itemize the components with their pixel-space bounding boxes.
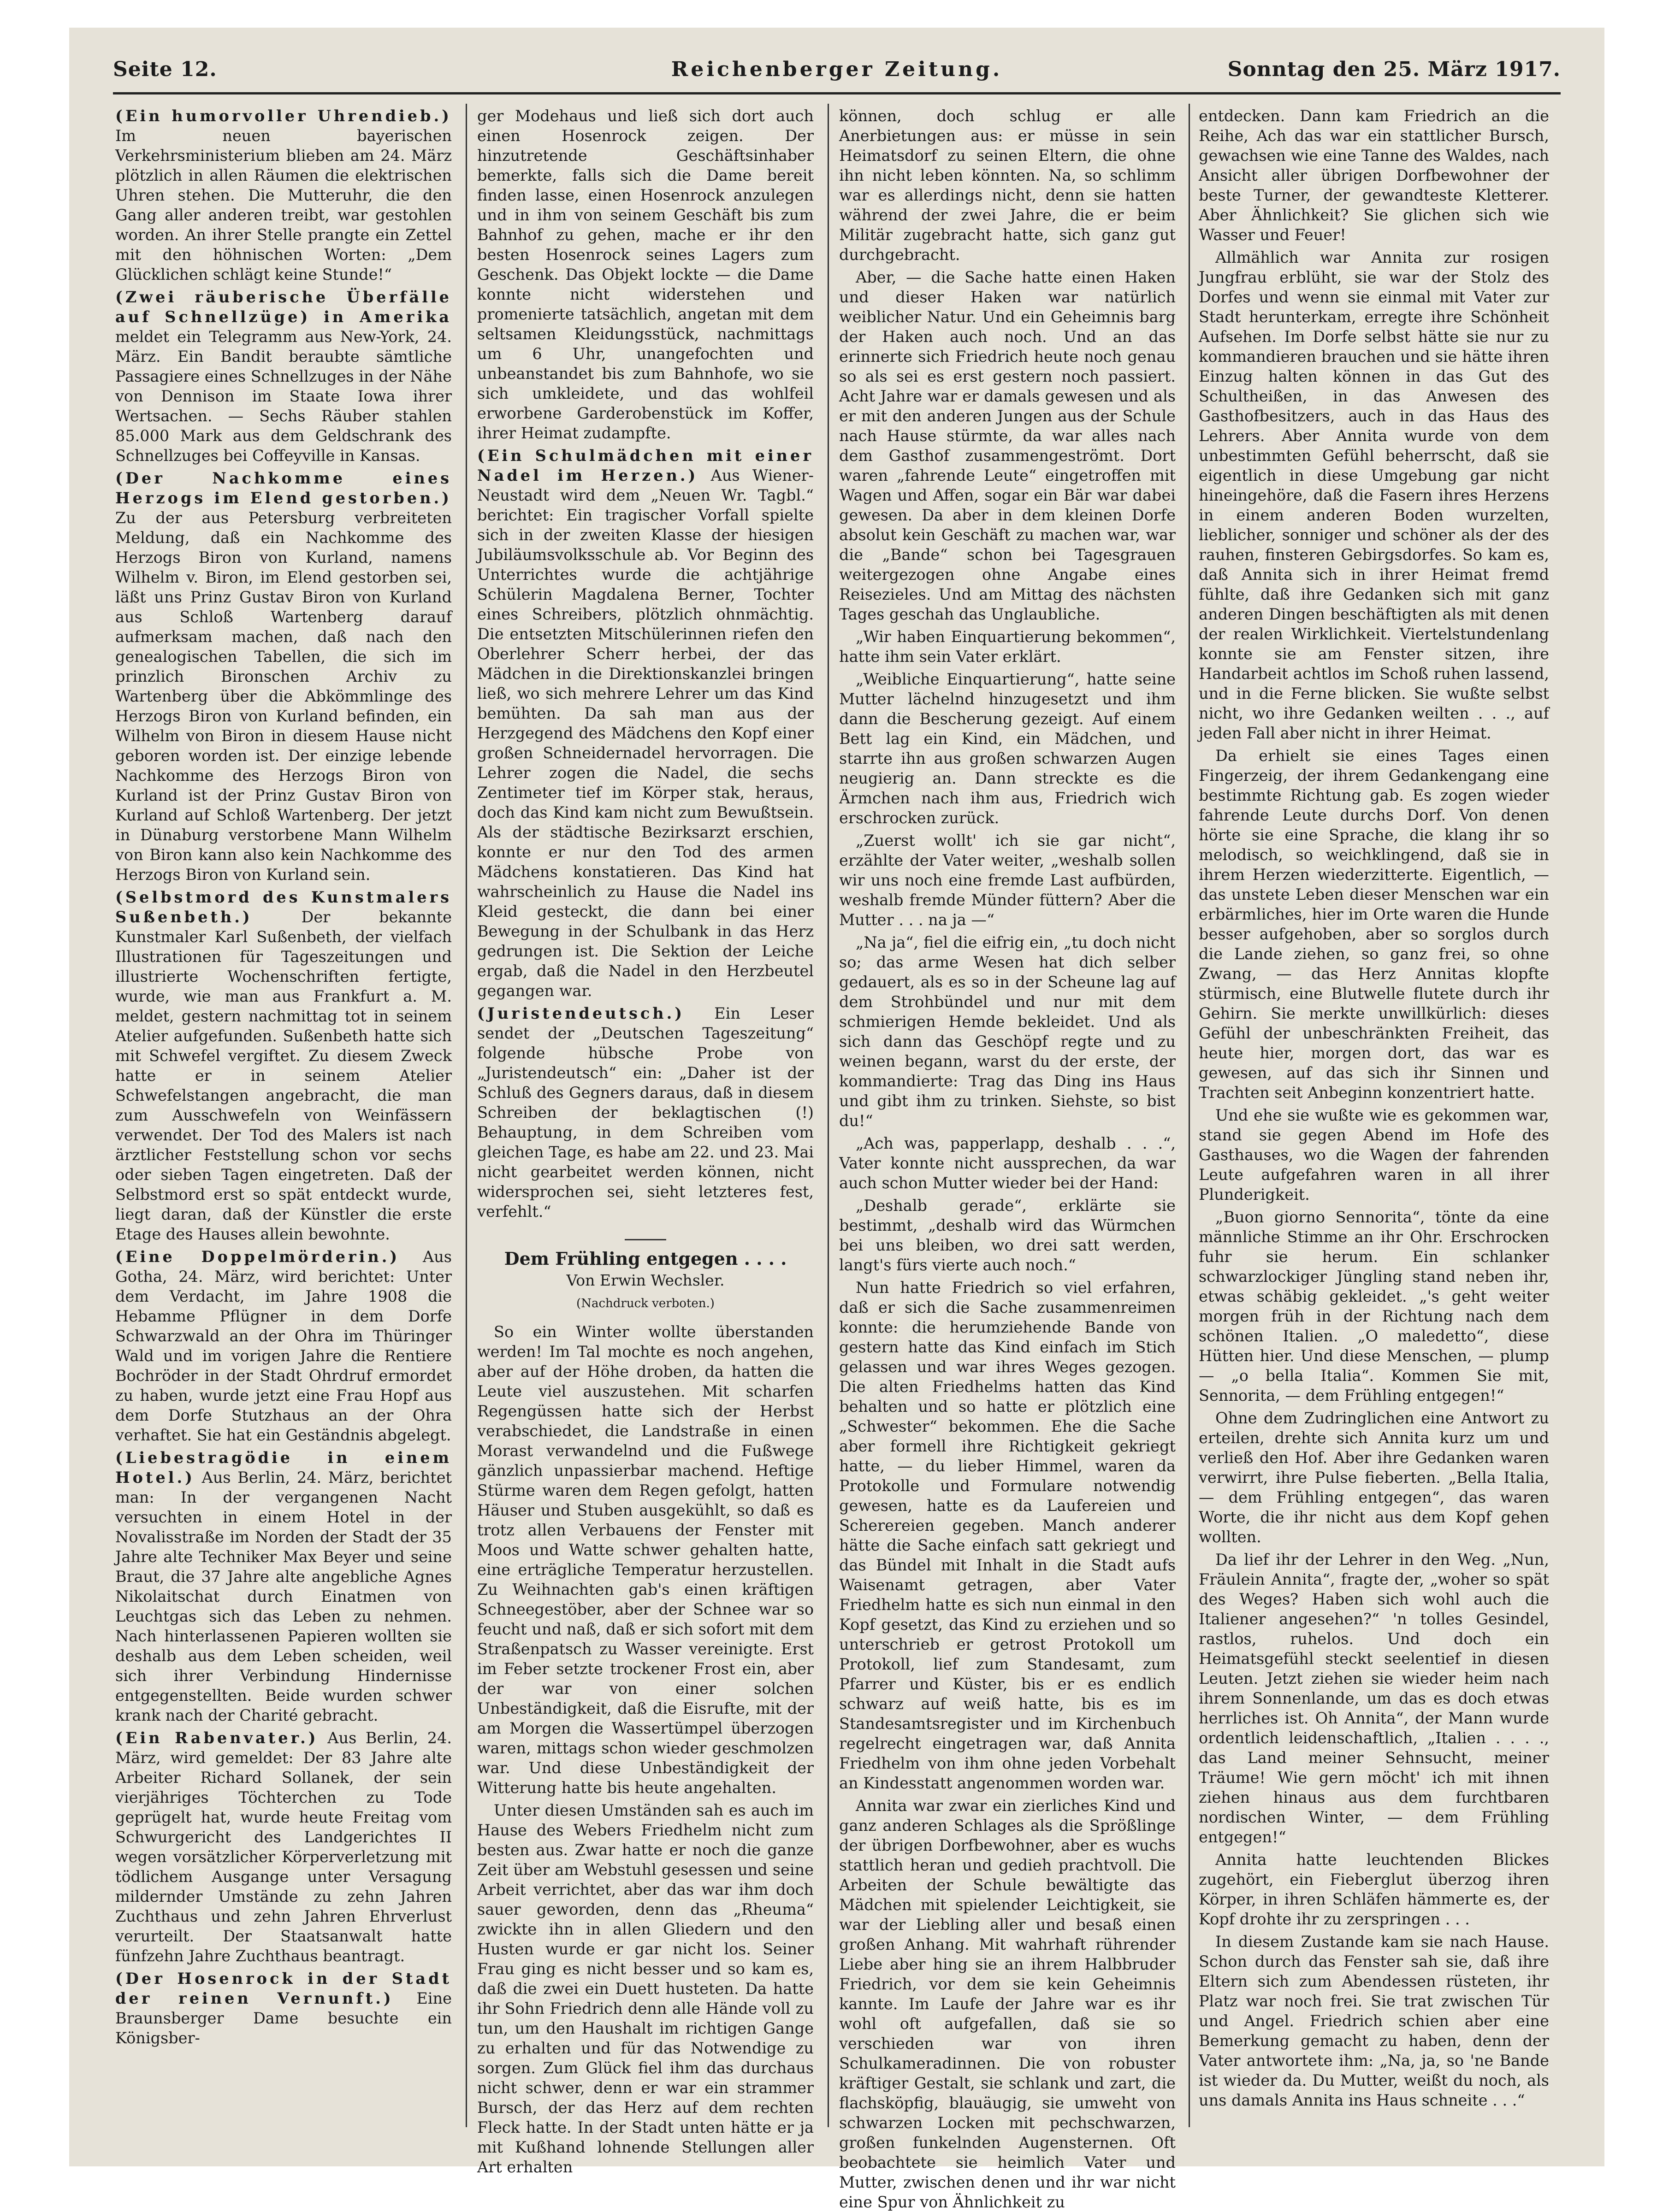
news-headline: (Zwei räuberische Überfälle auf Schnellzüge) in Amerika <box>115 288 452 326</box>
page-number: Seite 12. <box>113 58 217 81</box>
issue-date: Sonntag den 25. März 1917. <box>1227 58 1561 81</box>
news-item <box>115 887 452 1244</box>
news-headline: (Juristendeutsch.) <box>477 1004 685 1022</box>
news-text: Im neuen bayerischen Verkehrsministerium blieben am 24. März plötzlich in allen Räumen die elektrischen Uhren stehen. Die Mutteruhr, die den Gang aller anderen treibt, war gestohlen worden. An ihrer Stelle prangte ein Zettel mit den höhnischen Worten: „Dem Glücklichen schlägt keine Stunde!“ <box>115 127 452 283</box>
news-text: ger Modehaus und ließ sich dort auch einen Hosenrock zeigen. Der hinzutretende Geschäftsinhaber bemerkte, falls sich die Dame bereit finden lasse, einen Hosenrock anzulegen und in ihm von seinem Geschäft bis zum Bahnhof zu gehen, mache er ihr den besten Hosenrock seines Lagers zum Geschenk. Das Objekt lockte — die Dame konnte nicht widerstehen und promenierte tatsächlich, angetan mit dem seltsamen Kleidungsstück, nachmittags um 6 Uhr, unangefochten und unbeanstandet bis zum Bahnhofe, wo sie sich umkleidete, und das wohlfeil erworbene Garderobenstück im Koffer, ihrer Heimat zudampfte. <box>477 107 814 442</box>
story-paragraph: Aber, — die Sache hatte einen Haken und dieser Haken war natürlich weiblicher Natur. Und ein Geheimnis barg der Haken auch noch. Und an das erinnerte sich Friedrich heute noch genau so als sei es erst gestern noch passiert. Acht Jahre war er damals gewesen und als er mit den anderen Jungen aus der Schule nach Hause stürmte, da war alles nach dem Gasthof zusammengeströmt. Dort waren „fahrende Leute“ eingetroffen mit Wagen und Affen, sogar ein Bär war dabei gewesen. Da aber in dem kleinen Dorfe absolut kein Geschäft zu machen war, war die „Bande“ schon bei Tagesgrauen weitergezogen ohne Angabe eines Reisezieles. Und am Mittag des nächsten Tages geschah das Unglaubliche. <box>839 268 1176 623</box>
news-text: meldet ein Telegramm aus New-York, 24. März. Ein Bandit beraubte sämtliche Passagiere eines Schnellzuges in der Nähe von Dennison im Staate Iowa ihrer Wertsachen. — Sechs Räuber stahlen 85.000 Mark aus dem Geldschrank des Schnellzuges bei Coffeyville in Kansas. <box>115 328 452 465</box>
news-text: Eine Braunsberger Dame besuchte ein Königsber- <box>115 1989 452 2047</box>
column-1 <box>115 106 452 2125</box>
divider-rule <box>625 1239 666 1240</box>
news-text: Der bekannte Kunstmaler Karl Sußenbeth, der vielfach Illustrationen für Tageszeitungen und illustrierte Wochenschriften fertigte, wurde, wie man aus Frankfurt a. M. meldet, gestern nachmittag tot in seinem Atelier aufgefunden. Sußenbeth hatte sich mit Schwefel vergiftet. Zu diesem Zweck hatte er in seinem Atelier Schwefelstangen angebracht, die man zum Ausschwefeln von Weinfässern verwendet. Der Tod des Malers ist nach ärztlicher Feststellung schon vor sechs oder sieben Tagen eingetreten. Daß der Selbstmord erst so spät entdeckt wurde, liegt daran, daß der Künstler die erste Etage des Hauses allein bewohnte. <box>115 908 452 1243</box>
news-text: Aus Berlin, 24. März, wird gemeldet: Der 83 Jahre alte Arbeiter Richard Sollanek, der sein vierjähriges Töchterchen zu Tode geprügelt hat, wurde heute Freitag vom Schwurgericht des Landgerichtes II wegen vorsätzlicher Körperverletzung mit tödlichem Ausgange unter Versagung mildernder Umstände zu zehn Jahren Zuchthaus und zehn Jahren Ehrverlust verurteilt. Der Staatsanwalt hatte fünfzehn Jahre Zuchthaus beantragt. <box>115 1729 452 1965</box>
news-item <box>477 106 814 443</box>
news-text: Aus Gotha, 24. März, wird berichtet: Unter dem Verdacht, im Jahre 1908 die Hebamme Pflügner in dem Dorfe Schwarzwald an der Ohra im Thüringer Wald und im vorigen Jahre die Rentiere Bochröder in der Stadt Ohrdruf ermordet zu haben, wurde jetzt eine Frau Hopf aus dem Dorfe Stutzhaus an der Ohra verhaftet. Sie hat ein Geständnis abgelegt. <box>115 1248 452 1444</box>
news-headline: (Liebestragödie in einem Hotel.) <box>115 1449 452 1486</box>
page-header <box>113 53 1561 90</box>
column-3 <box>839 106 1176 2211</box>
column-4 <box>1199 106 1549 2125</box>
story-paragraph: Unter diesen Umständen sah es auch im Hause des Webers Friedhelm nicht zum besten aus. Zwar hatte er noch die ganze Zeit über am Webstuhl gesessen und seine Arbeit verrichtet, aber das war ihm doch sauer geworden, denn das „Rheuma“ zwickte ihn in allen Gliedern und den Husten wurde er gar nicht los. Seiner Frau ging es nicht besser und so kam es, daß die zwei ein Duett husteten. Da hatte ihr Sohn Friedrich denn alle Hände voll zu tun, um den Haushalt im richtigen Gange zu erhalten und für das Notwendige zu sorgen. Zum Glück fiel ihm das durchaus nicht schwer, denn er war ein strammer Bursch, der das Herz auf dem rechten Fleck hatte. In der Stadt unten hätte er ja mit Kußhand lohnende Stellungen aller Art erhalten <box>477 1801 814 2176</box>
story-title: Dem Frühling entgegen . . . . <box>504 1248 787 1269</box>
story-author: Von Erwin Wechsler. <box>566 1271 725 1289</box>
reprint-note: (Nachdruck verboten.) <box>576 1297 715 1310</box>
story-paragraph: Ohne dem Zudringlichen eine Antwort zu erteilen, drehte sich Annita kurz um und verließ den Hof. Aber ihre Gedanken waren verwirrt, ihre Pulse fieberten. „Bella Italia, — dem Frühling entgegen“, das waren Worte, die ihr nicht aus dem Kopf gehen wollten. <box>1199 1409 1549 1546</box>
news-headline: (Selbstmord des Kunstmalers Sußenbeth.) <box>115 888 452 926</box>
news-item <box>115 1247 452 1445</box>
header-rule <box>113 92 1561 94</box>
story-paragraph: Da erhielt sie eines Tages einen Fingerzeig, der ihrem Gedankengang eine bestimmte Richtung gab. Es zogen wieder fahrende Leute durchs Dorf. Von denen hörte sie eine Sprache, die klang ihr so melodisch, so weichklingend, daß sie in ihrem Herzen wiederzitterte. Eigentlich, — das unstete Leben dieser Menschen war ein erbärmliches, hier im Orte waren die Hunde besser aufgehoben, aber so sorglos durch die Lande ziehen, so ganz frei, so ohne Zwang, — das Herz Annitas klopfte stürmisch, eine Blutwelle flutete durch ihr Gehirn. Sie merkte unwillkürlich: dieses Gefühl der unbeschränkten Freiheit, das heute hier, morgen dort, das war es gewesen, auf das sich ihr Sinnen und Trachten seit Anbeginn konzentriert hatte. <box>1199 747 1549 1102</box>
column-divider <box>828 104 829 2127</box>
story-paragraph: „Weibliche Einquartierung“, hatte seine Mutter lächelnd hinzugesetzt und ihm dann die Bescherung gezeigt. Auf einem Bett lag ein Kind, ein Mädchen, und starrte ihn aus großen schwarzen Augen neugierig an. Dann streckte es die Ärmchen nach ihm aus, Friedrich wich erschrocken zurück. <box>839 670 1176 827</box>
news-headline: (Ein humorvoller Uhrendieb.) <box>115 107 452 125</box>
newspaper-page <box>69 28 1604 2211</box>
news-item <box>115 106 452 284</box>
news-text: Ein Leser sendet der „Deutschen Tageszeitung“ folgende hübsche Probe von „Juristendeutsch“ ein: „Daher ist der Schluß des Gegners daraus, daß in diesem Schreiben der beklagtischen (!) Behauptung, in dem Schreiben vom gleichen Tage, es habe am 22. und 23. Mai nicht gearbeitet werden können, nicht widersprochen sei, sieht letzteres fest, verfehlt.“ <box>477 1004 814 1221</box>
newspaper-title: Reichenberger Zeitung. <box>671 58 1003 81</box>
news-text: Aus Wiener-Neustadt wird dem „Neuen Wr. Tagbl.“ berichtet: Ein tragischer Vorfall spielte sich in der zweiten Klasse der hiesigen Jubiläumsvolksschule ab. Vor Beginn des Unterrichtes wurde die achtjährige Schülerin Magdalena Berner, Tochter eines Schreibers, plötzlich ohnmächtig. Die entsetzten Mitschülerinnen riefen den Oberlehrer Scherr herbei, der das Mädchen in die Direktionskanzlei bringen ließ, wo sich mehrere Lehrer um das Kind bemühten. Da sah man aus der Herzgegend des Mädchens den Kopf einer großen Schneidernadel hervorragen. Die Lehrer zogen die Nadel, die sechs Zentimeter tief im Körper stak, heraus, doch das Kind kam nicht zum Bewußtsein. Als der städtische Bezirksarzt erschien, konnte er nur den Tod des armen Mädchens konstatieren. Das Kind hat wahrscheinlich zu Hause die Nadel ins Kleid gesteckt, die dann bei einer Bewegung in der Schulbank in das Herz gedrungen ist. Die Sektion der Leiche ergab, daß die Nadel in den Herzbeutel gegangen war. <box>477 466 814 1000</box>
news-item <box>115 1969 452 2048</box>
news-headline: (Ein Rabenvater.) <box>115 1729 319 1747</box>
news-text: Zu der aus Petersburg verbreiteten Meldung, daß ein Nachkomme des Herzogs Biron von Kurland, namens Wilhelm v. Biron, im Elend gestorben sei, läßt uns Prinz Gustav Biron von Kurland aus Schloß Wartenberg darauf aufmerksam machen, daß nach den genealogischen Tabellen, die sich im prinzlich Bironschen Archiv zu Wartenberg über die Abkömmlinge des Herzogs Biron von Kurland befinden, ein Wilhelm von Biron in diesem Hause nicht geboren worden ist. Der einzige lebende Nachkomme des Herzogs Biron von Kurland ist der Prinz Gustav Biron von Kurland auf Schloß Wartenberg. Der jetzt in Dünaburg verstorbene Mann Wilhelm von Biron kann also kein Nachkomme des Herzogs Biron von Kurland sein. <box>115 509 452 884</box>
story-paragraph: Annita hatte leuchtenden Blickes zugehört, ein Fieberglut überzog ihren Körper, in ihren Schläfen hämmerte es, der Kopf drohte ihr zu zerspringen . . . <box>1199 1851 1549 1928</box>
news-item <box>115 287 452 466</box>
news-item <box>115 1448 452 1725</box>
story-paragraph: Und ehe sie wußte wie es gekommen war, stand sie gegen Abend im Hofe des Gasthauses, wo die Wagen der fahrenden Leute aufgefahren waren in all ihrer Plunderigkeit. <box>1199 1106 1549 1203</box>
story-heading <box>477 1239 814 1314</box>
news-headline: (Ein Schulmädchen mit einer Nadel im Herzen.) <box>477 447 814 484</box>
column-2 <box>477 106 814 2176</box>
news-headline: (Der Hosenrock in der Stadt der reinen Vernunft.) <box>115 1970 452 2007</box>
story-paragraph: Allmählich war Annita zur rosigen Jungfrau erblüht, sie war der Stolz des Dorfes und wenn sie einmal mit Vater zur Stadt herunterkam, erregte ihre Schönheit Aufsehen. Im Dorfe selbst hätte sie nur zu kommandieren brauchen und sie hätte ihren Einzug halten können in das Gut des Schultheißen, in das Anwesen des Gasthofbesitzers, auch in das Haus des Lehrers. Aber Annita wurde von dem unbestimmten Gefühl beherrscht, daß sie eigentlich in diese Umgebung gar nicht hineingehöre, daß die Fasern ihres Herzens in einem anderen Boden wurzelten, lieblicher, sonniger und schöner als der des rauhen, finsteren Gebirgsdorfes. So kam es, daß Annita sich in ihrer Heimat fremd fühlte, daß ihre Gedanken sich mit ganz anderen Dingen beschäftigten als mit denen der realen Wirklichkeit. Viertelstundenlang konnte sie am Fenster sitzen, ihre Handarbeit achtlos im Schoß ruhen lassend, und in die Ferne blicken. Sie wußte selbst nicht, wo ihre Gedanken weilten . . ., auf jeden Fall aber nicht in ihrer Heimat. <box>1199 248 1549 742</box>
story-paragraph: können, doch schlug er alle Anerbietungen aus: er müsse in sein Heimatsdorf zu seinen Eltern, die ohne ihn nicht leben könnten. Na, so schlimm war es allerdings nicht, denn sie hatten während der zwei Jahre, die er beim Militär zugebracht hatte, sich ganz gut durchgebracht. <box>839 107 1176 264</box>
column-divider <box>466 104 467 2127</box>
news-item <box>115 468 452 885</box>
story-paragraph: entdecken. Dann kam Friedrich an die Reihe, Ach das war ein stattlicher Bursch, gewachsen wie eine Tanne des Waldes, nach Ansicht aller übrigen Dorfbewohner der beste Turner, der gewandteste Kletterer. Aber Ähnlichkeit? Sie glichen sich wie Wasser und Feuer! <box>1199 107 1549 244</box>
story-paragraph: Da lief ihr der Lehrer in den Weg. „Nun, Fräulein Annita“, fragte der, „woher so spät des Weges? Haben sich wohl auch die Italiener angesehen?“ 'n tolles Gesindel, rastlos, ruhelos. Und doch ein Heimatsgefühl steckt seelentief in diesen Leuten. Jetzt ziehen sie wieder heim nach ihrem Sonnenlande, um das es doch etwas herrliches ist. Oh Annita“, der Mann wurde ordentlich leidenschaftlich, „Italien . . . ., das Land meiner Sehnsucht, meiner Träume! Wie gern möcht' ich mit ihnen ziehen hinaus aus dem furchtbaren nordischen Winter, — dem Frühling entgegen!“ <box>1199 1551 1549 1846</box>
news-item <box>115 1728 452 1966</box>
column-divider <box>1189 104 1190 2127</box>
news-headline: (Der Nachkomme eines Herzogs im Elend gestorben.) <box>115 469 452 507</box>
story-paragraph: „Ach was, papperlapp, deshalb . . .“, Vater konnte nicht aussprechen, da war auch schon Mutter wieder bei der Hand: <box>839 1134 1176 1192</box>
story-paragraph: In diesem Zustande kam sie nach Hause. Schon durch das Fenster sah sie, daß ihre Eltern sich zum Abendessen rüsteten, ihr Platz war noch frei. Sie trat zwischen Tür und Angel. Friedrich schien aber eine Bemerkung gemacht zu haben, denn der Vater antwortete ihm: „Na, ja, so 'ne Bande ist wieder da. Du Mutter, weißt du noch, als uns damals Annita ins Haus schneite . . .“ <box>1199 1933 1549 2109</box>
news-text: Aus Berlin, 24. März, berichtet man: In der vergangenen Nacht versuchten in einem Hotel in der Novalisstraße im Norden der Stadt der 35 Jahre alte Techniker Max Beyer und seine Braut, die 37 Jahre alte angebliche Agnes Nikolaitschat durch Einatmen von Leuchtgas sich das Leben zu nehmen. Nach hinterlassenen Papieren wollten sie deshalb aus dem Leben scheiden, weil sich ihrer Verbindung Hindernisse entgegenstellten. Beide wurden schwer krank nach der Charité gebracht. <box>115 1469 452 1724</box>
story-paragraph: „Na ja“, fiel die eifrig ein, „tu doch nicht so; das arme Wesen hat dich selber gedauert, als es so in der Scheune lag auf dem Strohbündel und nur mit dem schmierigen Hemde bekleidet. Und als sich dann das Geschöpf regte und zu weinen begann, warst du der erste, der kommandierte: Trag das Ding ins Haus und gibt ihm zu trinken. Siehste, so bist du!“ <box>839 933 1176 1130</box>
story-paragraph: „Wir haben Einquartierung bekommen“, hatte ihm sein Vater erklärt. <box>839 628 1176 666</box>
story-paragraph: So ein Winter wollte überstanden werden! Im Tal mochte es noch angehen, aber auf der Höhe droben, da hatten die Leute viel auszustehen. Mit scharfen Regengüssen hatte sich der Herbst verabschiedet, die Landstraße in einen Morast verwandelnd und die Fußwege gänzlich unpassierbar machend. Heftige Stürme waren dem Regen gefolgt, hatten Häuser und Stuben ausgekühlt, so daß es trotz allen Verbauens der Fenster mit Moos und Watte schwer gehalten hatte, eine erträgliche Temperatur herzustellen. Zu Weihnachten gab's einen kräftigen Schneegestöber, aber der Schnee war so feucht und naß, daß er sich sofort mit dem Straßenpatsch zu Wasser vereinigte. Erst im Feber setzte trockener Frost ein, aber der war von einer solchen Unbeständigkeit, daß die Eisrufte, mit der am Morgen die Wassertümpel überzogen waren, mittags schon wieder geschmolzen war. Und diese Unbeständigkeit der Witterung hatte bis heute angehalten. <box>477 1323 814 1797</box>
news-item <box>477 446 814 1001</box>
story-paragraph: „Deshalb gerade“, erklärte sie bestimmt, „deshalb wird das Würmchen bei uns bleiben, wo drei satt werden, langt's fürs vierte auch noch.“ <box>839 1197 1176 1274</box>
story-paragraph: Nun hatte Friedrich so viel erfahren, daß er sich die Sache zusammenreimen konnte: die herumziehende Bande von gestern hatte das Kind einfach im Stich gelassen und war ihres Weges gezogen. Die alten Friedhelms hatten das Kind behalten und so hatte er plötzlich eine „Schwester“ bekommen. Ehe die Sache aber formell ihre Richtigkeit gekriegt hatte, — du lieber Himmel, waren da Protokolle und Formulare notwendig gewesen, hatte es da Laufereien und Scherereien gegeben. Manch anderer hätte die Sache einfach satt gekriegt und das Bündel mit Inhalt in die Stadt aufs Waisenamt getragen, aber Vater Friedhelm hatte es sich nun einmal in den Kopf gesetzt, das Kind zu erziehen und so unterschrieb er getrost Protokoll um Protokoll, lief zum Standesamt, zum Pfarrer und Küster, bis er es endlich schwarz auf weiß hatte, bis es im Standesamtsregister und im Kirchenbuch regelrecht eingetragen war, daß Annita Friedhelm von ihm ohne jeden Vorbehalt an Kindesstatt angenommen worden war. <box>839 1279 1176 1792</box>
news-headline: (Eine Doppelmörderin.) <box>115 1248 400 1266</box>
story-paragraph: Annita war zwar ein zierliches Kind und ganz anderen Schlages als die Sprößlinge der übrigen Dorfbewohner, aber es wuchs stattlich heran und gedieh prachtvoll. Die Arbeiten der Schule bewältigte das Mädchen mit spielender Leichtigkeit, sie war der Liebling aller und besaß einen großen Anhang. Mit wahrhaft rührender Liebe aber hing sie an ihrem Halbbruder Friedrich, vor dem sie kein Geheimnis kannte. Im Laufe der Jahre war es ihr wohl oft aufgefallen, daß sie so verschieden war von ihren Schulkameradinnen. Die von robuster kräftiger Gestalt, sie schlank und zart, die flachsköpfig, blauäugig, sie umweht von schwarzen Locken mit pechschwarzen, großen funkelnden Augensternen. Oft beobachtete sie heimlich Vater und Mutter, zwischen denen und ihr war nicht eine Spur von Ähnlichkeit zu <box>839 1797 1176 2211</box>
story-paragraph: „Zuerst wollt' ich sie gar nicht“, erzählte der Vater weiter, „weshalb sollen wir uns noch eine fremde Last aufbürden, weshalb fremde Münder füttern? Aber die Mutter . . . na ja —“ <box>839 832 1176 929</box>
news-item <box>477 1003 814 1221</box>
story-paragraph: „Buon giorno Sennorita“, tönte da eine männliche Stimme an ihr Ohr. Erschrocken fuhr sie herum. Ein schlanker schwarzlockiger Jüngling stand neben ihr, etwas schäbig gekleidet. „'s geht weiter morgen früh in der Richtung nach dem schönen Italien. „O maledetto“, diese Hütten hier. Und diese Menschen, — plump — „o bella Italia“. Kommen Sie mit, Sennorita, — dem Frühling entgegen!“ <box>1199 1208 1549 1404</box>
